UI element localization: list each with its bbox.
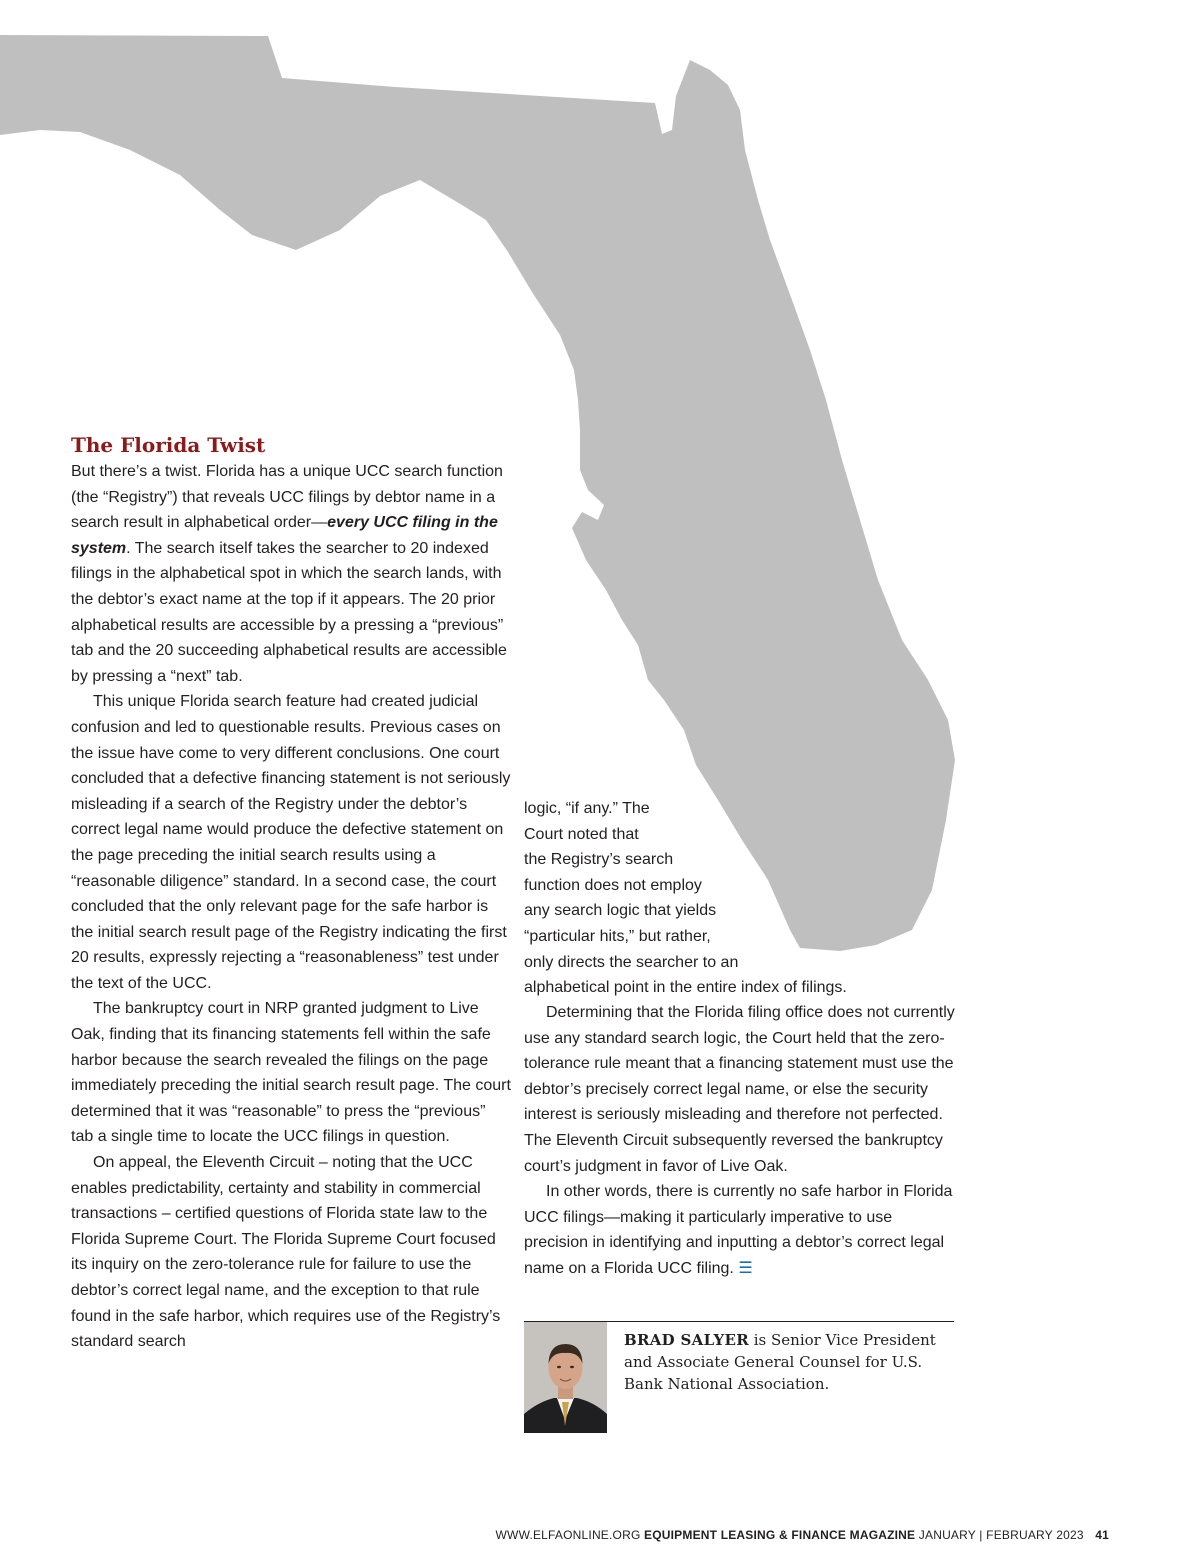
author-name: BRAD SALYER (624, 1331, 749, 1349)
continuation-line: “particular hits,” but rather, (524, 927, 711, 945)
continuation-line: Court noted that (524, 825, 639, 843)
page-footer (400, 1528, 1109, 1542)
paragraph-3: The bankruptcy court in NRP granted judgment to Live Oak, finding that its financing statements fell within the safe harbor because the search revealed the filings on the page immediately preceding the initial search result page. The court determined that it was “reasonable” to press the “previous” tab a single time to locate the UCC filings in question. (71, 1000, 511, 1146)
left-column (71, 459, 511, 1355)
paragraph-4: On appeal, the Eleventh Circuit – noting that the UCC enables predictability, certainty and stability in commercial transactions – certified questions of Florida state law to the Florida Supreme Court. The Florida Supreme Court focused its inquiry on the zero-tolerance rule for failure to use the debtor’s correct legal name, and the exception to that rule found in the safe harbor, which requires use of the Registry’s standard search (71, 1154, 501, 1351)
paragraph-7 (524, 1179, 956, 1281)
paragraph-1-text: But there’s a twist. Florida has a unique UCC search function (the “Registry”) that reveals UCC filings by debtor name in a search result in alphabetical order— (71, 463, 503, 532)
continuation-line: the Registry’s search (524, 851, 674, 869)
continuation-paragraph (524, 796, 964, 1001)
end-of-article-icon: ☰ (738, 1259, 753, 1277)
paragraph-1-text-cont: . The search itself takes the searcher to 20 indexed filings in the alphabetical spot in which the search lands, with the debtor’s exact name at the top if it appears. The 20 prior alphabetical results are accessible by a pressing a “previous” tab and the 20 succeeding alphabetical results are accessible by pressing a “next” tab. (71, 539, 507, 685)
continuation-line: only directs the searcher to an (524, 953, 739, 971)
emphasis-text: every UCC filing in the system (71, 514, 498, 557)
paragraph-2: This unique Florida search feature had created judicial confusion and led to questionable results. Previous cases on the issue have come to very different conclusions. One court concluded that a defective financing statement is not seriously misleading if a search of the Registry under the debtor’s correct legal name would produce the defective statement on the page preceding the initial search results using a “reasonable diligence” standard. In a second case, the court concluded that the only relevant page for the safe harbor is the initial search result page of the Registry indicating the first 20 results, expressly rejecting a “reasonableness” test under the text of the UCC. (71, 693, 511, 992)
continuation-line: function does not employ (524, 876, 702, 894)
footer-magazine: EQUIPMENT LEASING & FINANCE MAGAZINE (644, 1528, 916, 1542)
paragraph-6: Determining that the Florida filing office does not currently use any standard search logic, the Court held that the zero-tolerance rule meant that a financing statement must use the debtor’s precisely correct legal name, or else the security interest is seriously misleading and therefore not perfected. The Eleventh Circuit subsequently reversed the bankruptcy court’s judgment in favor of Live Oak. (524, 1004, 955, 1175)
right-column-continuation (524, 796, 964, 1001)
continuation-line: alphabetical point in the entire index of filings. (524, 979, 847, 997)
author-bio (624, 1329, 959, 1395)
section-heading: The Florida Twist (71, 433, 266, 457)
paragraph-1 (71, 459, 511, 689)
footer-website: WWW.ELFAONLINE.ORG (495, 1528, 641, 1542)
author-headshot (524, 1322, 607, 1433)
paragraph-7-text: In other words, there is currently no safe harbor in Florida UCC filings—making it particularly imperative to use precision in identifying and inputting a debtor’s correct legal name on a Florida UCC filing. (524, 1183, 953, 1277)
continuation-line: any search logic that yields (524, 902, 717, 920)
author-description: is Senior Vice President and Associate General Counsel for U.S. Bank National Association. (624, 1331, 936, 1393)
footer-issue: JANUARY | FEBRUARY 2023 (918, 1528, 1084, 1542)
page-number: 41 (1095, 1528, 1109, 1542)
continuation-line: logic, “if any.” The (524, 800, 650, 817)
right-column (524, 1000, 956, 1282)
